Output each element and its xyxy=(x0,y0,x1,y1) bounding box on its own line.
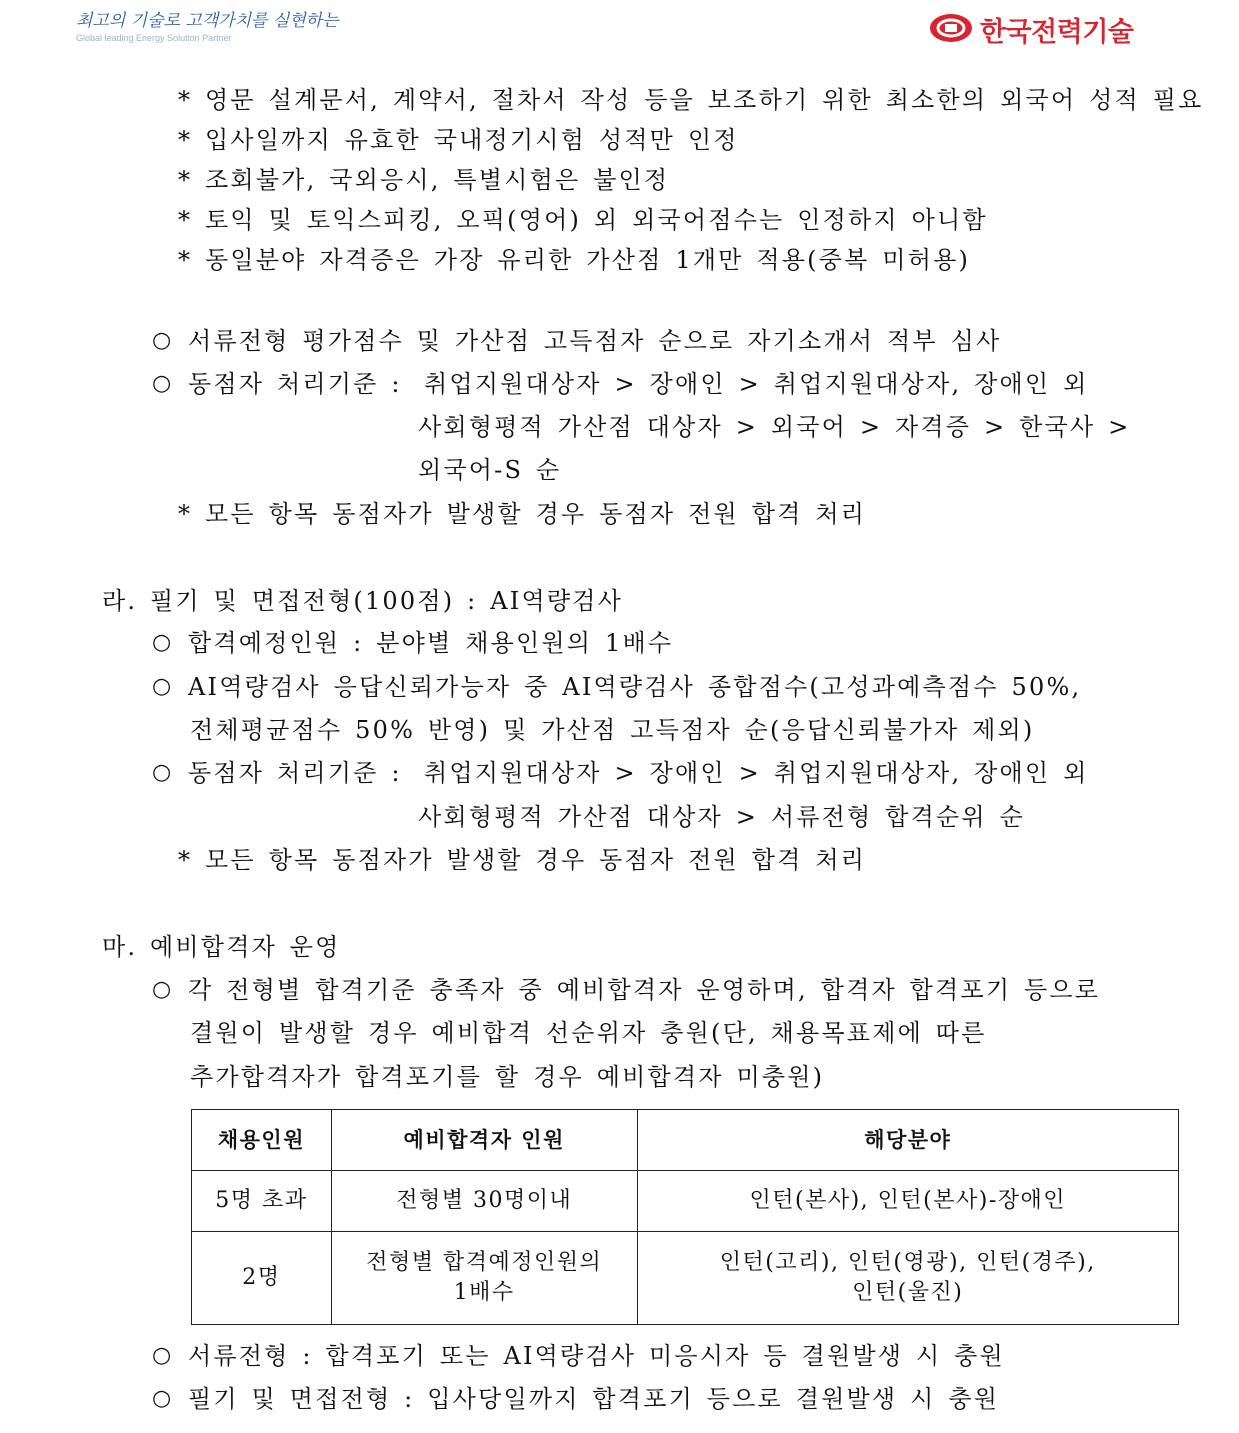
tie-rule-line: 취업지원대상자 > 장애인 > 취업지원대상자, 장애인 외 xyxy=(424,759,1089,787)
note-line: * 영문 설계문서, 계약서, 절차서 작성 등을 보조하기 위한 최소한의 외국어 성적 필요 xyxy=(178,86,1204,114)
section-heading-reserve-candidates: 마. 예비합격자 운영 xyxy=(102,933,341,961)
company-name: 한국전력기술 xyxy=(980,17,1134,48)
reserve-policy-line: 결원이 발생할 경우 예비합격 선순위자 충원(단, 채용목표제에 따른 xyxy=(190,1019,987,1047)
note-line: * 토익 및 토익스피킹, 오픽(영어) 외 외국어점수는 인정하지 아니함 xyxy=(178,206,988,234)
note-line: * 조회불가, 국외응시, 특별시험은 불인정 xyxy=(178,166,670,194)
slogan-logo xyxy=(76,6,339,50)
section-heading-written-interview: 라. 필기 및 면접전형(100점) : AI역량검사 xyxy=(102,587,623,615)
tie-rule-line: 사회형평적 가산점 대상자 > 외국어 > 자격증 > 한국사 > xyxy=(418,413,1131,441)
bullet-marker: ○ xyxy=(152,977,172,1002)
tie-rule-line: 외국어-S 순 xyxy=(418,456,562,484)
tie-rule-line: 사회형평적 가산점 대상자 > 서류전형 합격순위 순 xyxy=(418,803,1025,831)
cell-line: 인턴(울진) xyxy=(852,1280,964,1305)
page-header xyxy=(0,0,1239,60)
table-cell: 전형별 30명이내 xyxy=(331,1171,637,1232)
bullet-marker: ○ xyxy=(152,630,172,655)
bullet-marker: ○ xyxy=(152,1343,172,1368)
note-line: * 동일분야 자격증은 가장 유리한 가산점 1개만 적용(중복 미허용) xyxy=(178,246,971,274)
ai-test-criteria-line: AI역량검사 응답신뢰가능자 중 AI역량검사 종합점수(고성과예측점수 50%, xyxy=(188,673,1082,701)
reserve-policy-line: 각 전형별 합격기준 충족자 중 예비합격자 운영하며, 합격자 합격포기 등으로 xyxy=(188,976,1101,1004)
table-row xyxy=(192,1232,1179,1325)
cell-line: 인턴(고리), 인턴(영광), 인턴(경주), xyxy=(719,1250,1096,1275)
slogan-text: 최고의 기술로 고객가치를 실현하는 xyxy=(76,11,339,31)
tie-note: * 모든 항목 동점자가 발생할 경우 동점자 전원 합격 처리 xyxy=(178,846,867,874)
column-header: 채용인원 xyxy=(192,1110,332,1171)
tie-note: * 모든 항목 동점자가 발생할 경우 동점자 전원 합격 처리 xyxy=(178,500,867,528)
tie-rule-label: 동점자 처리기준 : xyxy=(188,370,402,398)
interview-refill-rule: 필기 및 면접전형 : 입사당일까지 합격포기 등으로 결원발생 시 충원 xyxy=(188,1385,1000,1413)
slogan-subtext: Global leading Energy Solution Partner xyxy=(76,33,232,43)
ai-test-criteria-line: 전체평균점수 50% 반영) 및 가산점 고득점자 순(응답신뢰불가자 제외) xyxy=(190,716,1035,744)
column-header: 예비합격자 인원 xyxy=(331,1110,637,1171)
bullet-marker: ○ xyxy=(152,1386,172,1411)
table-cell xyxy=(637,1232,1178,1325)
kepco-emblem-icon xyxy=(928,12,974,44)
expected-pass-count: 합격예정인원 : 분야별 채용인원의 1배수 xyxy=(188,629,674,657)
cell-line: 전형별 합격예정인원의 xyxy=(366,1250,603,1275)
bullet-marker: ○ xyxy=(152,760,172,785)
bullet-marker: ○ xyxy=(152,674,172,699)
screening-review-text: 서류전형 평가점수 및 가산점 고득점자 순으로 자기소개서 적부 심사 xyxy=(188,327,1002,355)
bullet-marker: ○ xyxy=(152,371,172,396)
table-cell: 5명 초과 xyxy=(192,1171,332,1232)
bullet-marker: ○ xyxy=(152,328,172,353)
tie-rule-label: 동점자 처리기준 : xyxy=(188,759,402,787)
doc-screening-refill-rule: 서류전형 : 합격포기 또는 AI역량검사 미응시자 등 결원발생 시 충원 xyxy=(188,1342,1005,1370)
column-header: 해당분야 xyxy=(637,1110,1178,1171)
reserve-candidate-table xyxy=(191,1109,1179,1325)
reserve-policy-line: 추가합격자가 합격포기를 할 경우 예비합격자 미충원) xyxy=(190,1063,825,1091)
table-cell xyxy=(331,1232,637,1325)
table-header-row xyxy=(192,1110,1179,1171)
cell-line: 1배수 xyxy=(453,1280,515,1305)
tie-rule-line: 취업지원대상자 > 장애인 > 취업지원대상자, 장애인 외 xyxy=(424,370,1089,398)
table-cell: 2명 xyxy=(192,1232,332,1325)
company-logo xyxy=(928,10,1168,46)
table-cell: 인턴(본사), 인턴(본사)-장애인 xyxy=(637,1171,1178,1232)
note-line: * 입사일까지 유효한 국내정기시험 성적만 인정 xyxy=(178,126,739,154)
table-row xyxy=(192,1171,1179,1232)
